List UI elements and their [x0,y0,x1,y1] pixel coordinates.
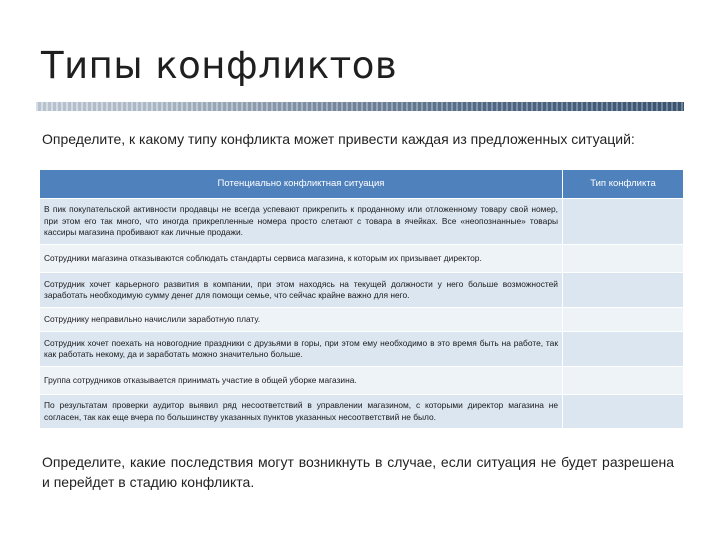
conflict-type-cell[interactable] [563,395,684,429]
conflict-type-cell[interactable] [563,332,684,367]
table-row [40,395,684,429]
situation-cell: В пик покупательской активности продавцы не всегда успевают прикрепить к проданному или отложенному товару свой номер, при этом его так много, что иногда прикрепленные номера просто слетают с товара в ячейках. Все «неопознанные» товары кассиры магазина пробивают как личные продажи. [40,199,563,245]
table-row [40,332,684,367]
situation-cell: Сотрудники магазина отказываются соблюдать стандарты сервиса магазина, к которым их призывает директор. [40,245,563,273]
situation-cell: Группа сотрудников отказывается принимать участие в общей уборке магазина. [40,367,563,395]
conflict-table [39,169,684,429]
situation-cell: Сотруднику неправильно начислили заработную плату. [40,308,563,332]
header-situation: Потенциально конфликтная ситуация [40,170,563,199]
conflict-type-cell[interactable] [563,308,684,332]
title-divider [36,102,684,111]
situation-cell: Сотрудник хочет поехать на новогодние праздники с друзьями в горы, при этом ему необходимо в это время быть на работе, так как работать некому, да и заработать можно значительно больше. [40,332,563,367]
situation-cell: По результатам проверки аудитор выявил ряд несоответствий в управлении магазином, с которыми директор магазина не согласен, так как еще вчера по большинству указанных пунктов указанных несоответствий не было. [40,395,563,429]
situation-cell: Сотрудник хочет карьерного развития в компании, при этом находясь на текущей должности у него больше возможностей заработать необходимую сумму денег для помощи семье, что сейчас крайне важно для него. [40,273,563,308]
slide-title: Типы конфликтов [41,44,398,87]
table-row [40,245,684,273]
table-header-row [40,170,684,199]
conflict-type-cell[interactable] [563,245,684,273]
intro-text: Определите, к какому типу конфликта может привести каждая из предложенных ситуаций: [42,131,635,147]
outro-text: Определите, какие последствия могут возникнуть в случае, если ситуация не будет разрешена и перейдет в стадию конфликта. [42,454,674,490]
table-row [40,308,684,332]
conflict-type-cell[interactable] [563,367,684,395]
table-row [40,273,684,308]
conflict-type-cell[interactable] [563,199,684,245]
conflict-type-cell[interactable] [563,273,684,308]
table-row [40,199,684,245]
header-conflict-type: Тип конфликта [563,170,684,199]
table-row [40,367,684,395]
